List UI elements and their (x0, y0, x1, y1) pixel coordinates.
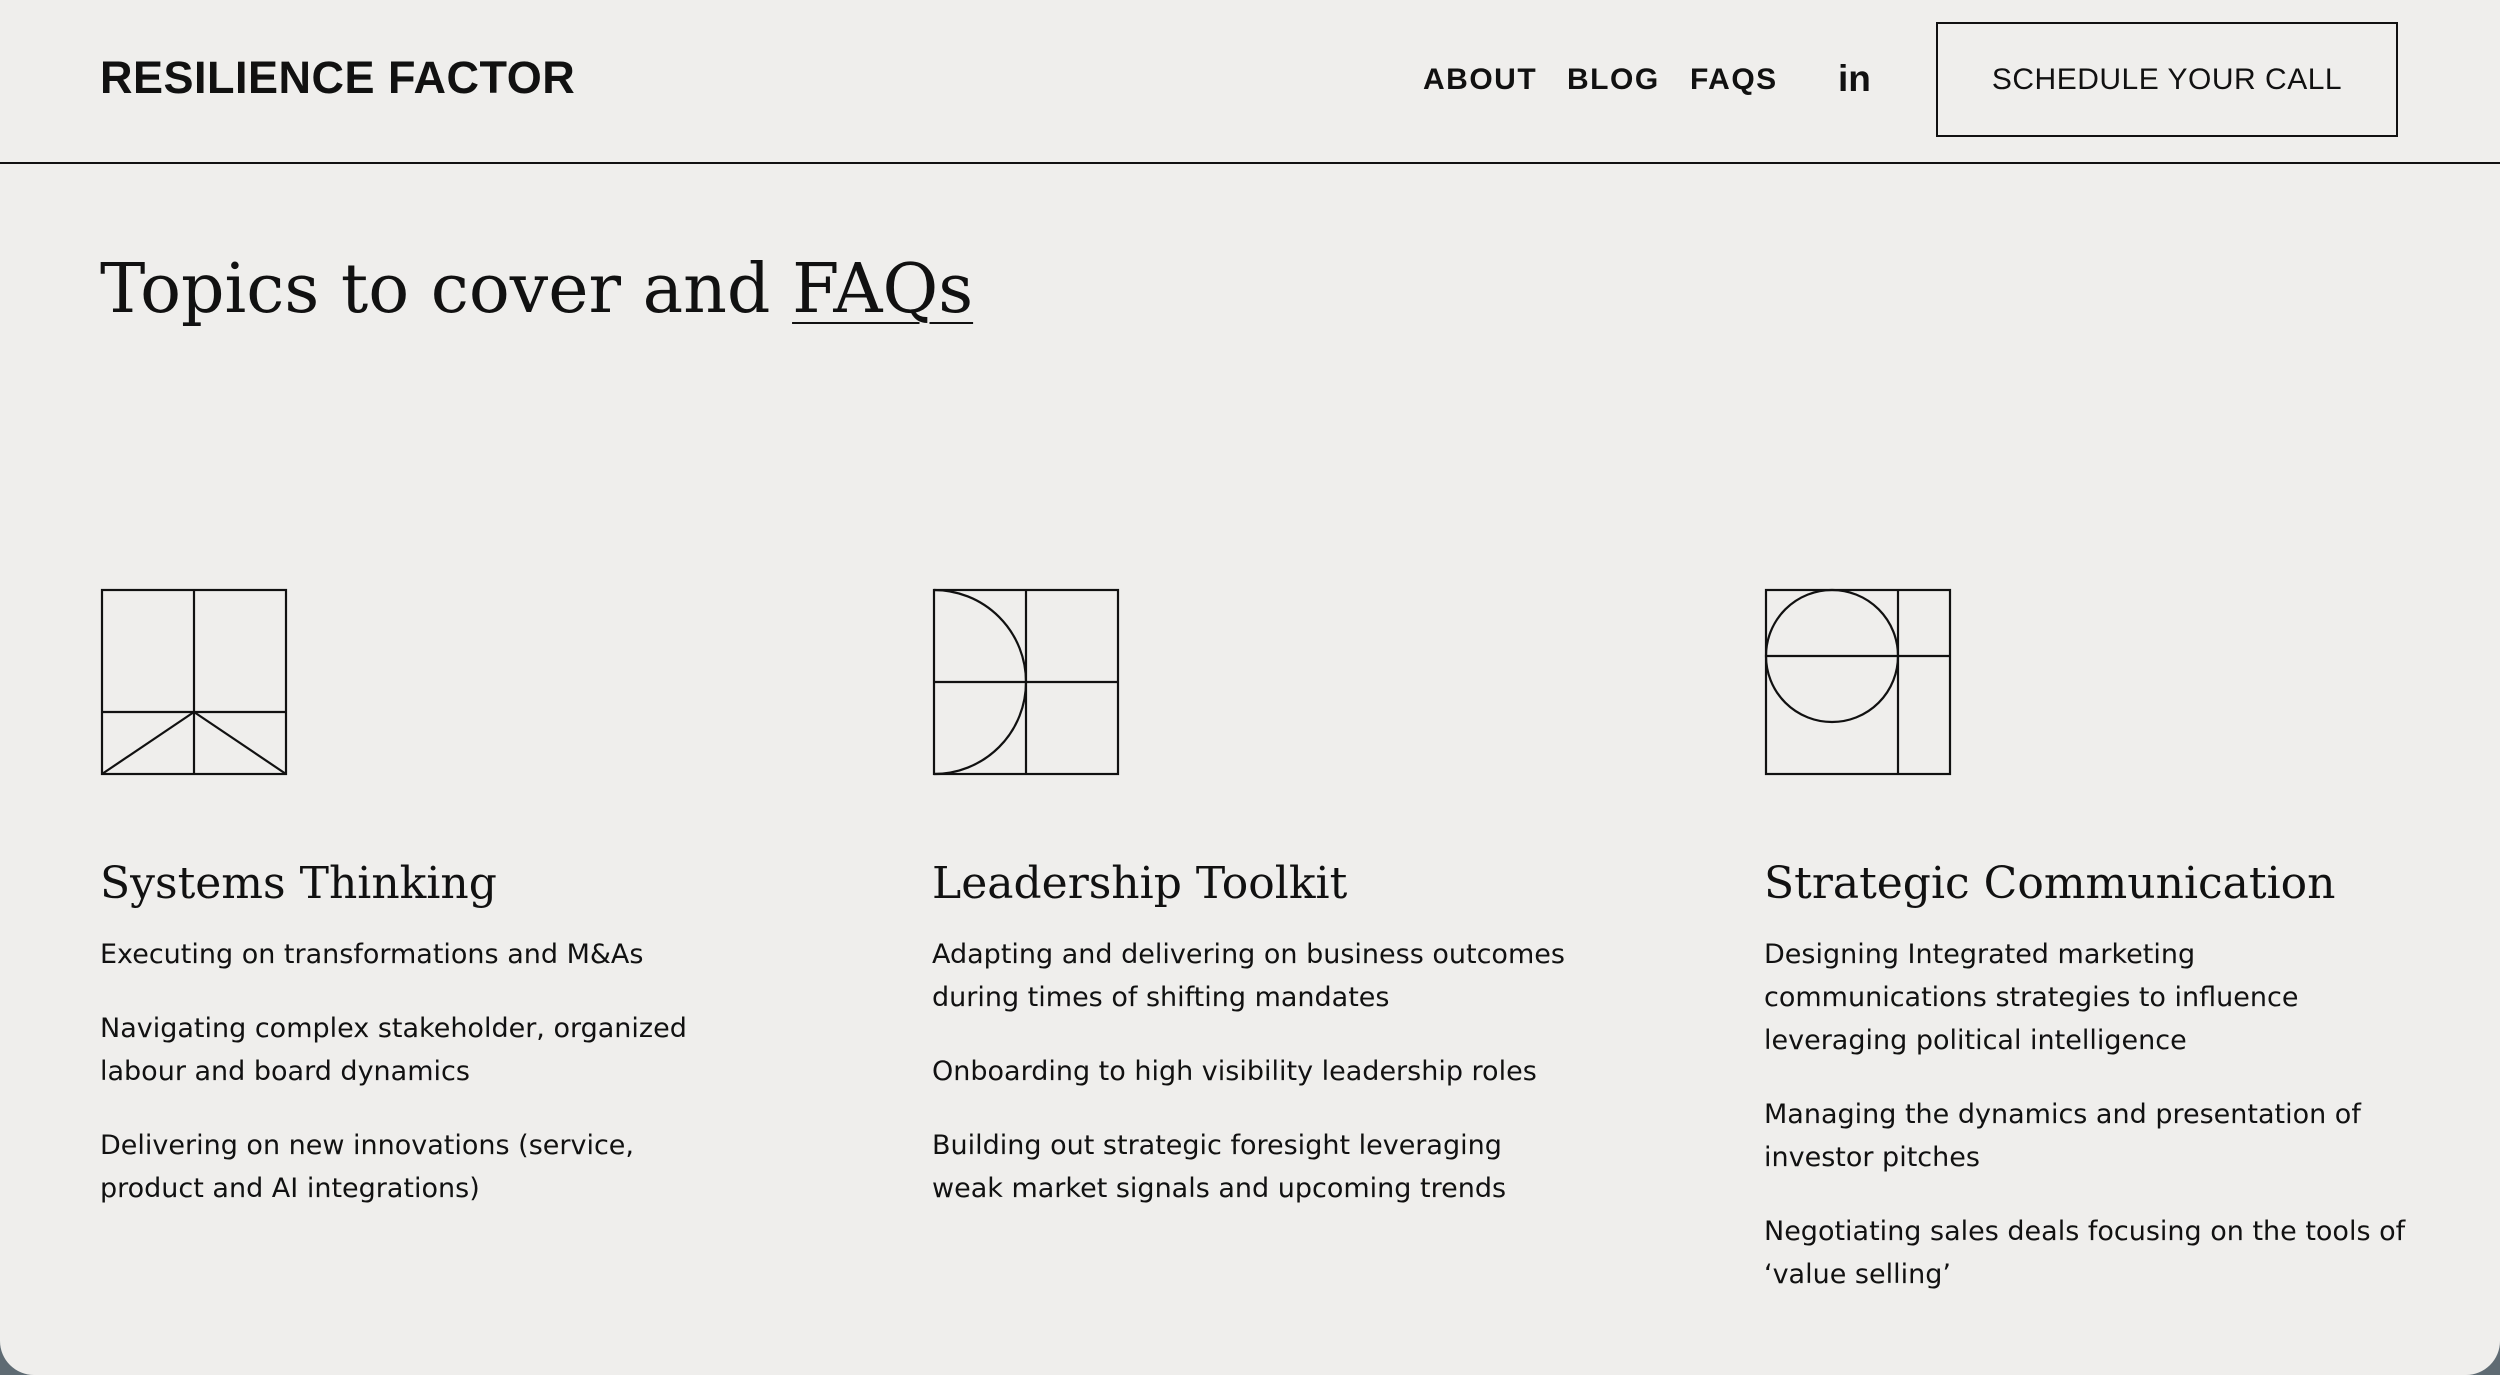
list-item: Executing on transformations and M&As (100, 939, 644, 970)
topic-column-strategic-communication (1764, 588, 2414, 1327)
list-item: Adapting and delivering on business outcomes during times of shifting mandates (932, 939, 1565, 1013)
site-logo[interactable]: RESILIENCE FACTOR (100, 52, 576, 103)
list-item: Building out strategic foresight leveraging weak market signals and upcoming trends (932, 1130, 1507, 1204)
faqs-link[interactable]: FAQs (792, 250, 974, 329)
topic-title: Systems Thinking (100, 858, 497, 909)
site-header (0, 0, 2500, 164)
linkedin-icon[interactable]: in (1838, 58, 1871, 99)
list-item: Negotiating sales deals focusing on the tools of ‘value selling’ (1764, 1216, 2406, 1290)
page-title (100, 250, 973, 329)
nav-link-blog[interactable]: BLOG (1567, 63, 1660, 96)
topic-list (1764, 933, 2414, 1296)
schedule-call-button-label: SCHEDULE YOUR CALL (1991, 62, 2343, 96)
schedule-call-button[interactable] (1936, 22, 2398, 137)
page-title-text: Topics to cover and (100, 250, 793, 329)
list-item: Onboarding to high visibility leadership roles (932, 1056, 1537, 1087)
topic-list (100, 933, 740, 1210)
list-item: Designing Integrated marketing communications strategies to influence leveraging political intelligence (1764, 939, 2299, 1056)
topic-title: Strategic Communication (1764, 858, 2336, 909)
grid-triangle-icon (100, 588, 288, 776)
nav-link-faqs[interactable]: FAQS (1690, 63, 1778, 96)
list-item: Navigating complex stakeholder, organized labour and board dynamics (100, 1013, 687, 1087)
list-item: Managing the dynamics and presentation of investor pitches (1764, 1099, 2361, 1173)
list-item: Delivering on new innovations (service, product and AI integrations) (100, 1130, 635, 1204)
nav-link-about[interactable]: ABOUT (1423, 63, 1538, 96)
topic-column-leadership-toolkit (932, 588, 1572, 1241)
grid-circle-icon (1764, 588, 1952, 776)
topic-list (932, 933, 1572, 1210)
topic-column-systems-thinking (100, 588, 740, 1241)
grid-semicircle-icon (932, 588, 1120, 776)
topic-title: Leadership Toolkit (932, 858, 1348, 909)
